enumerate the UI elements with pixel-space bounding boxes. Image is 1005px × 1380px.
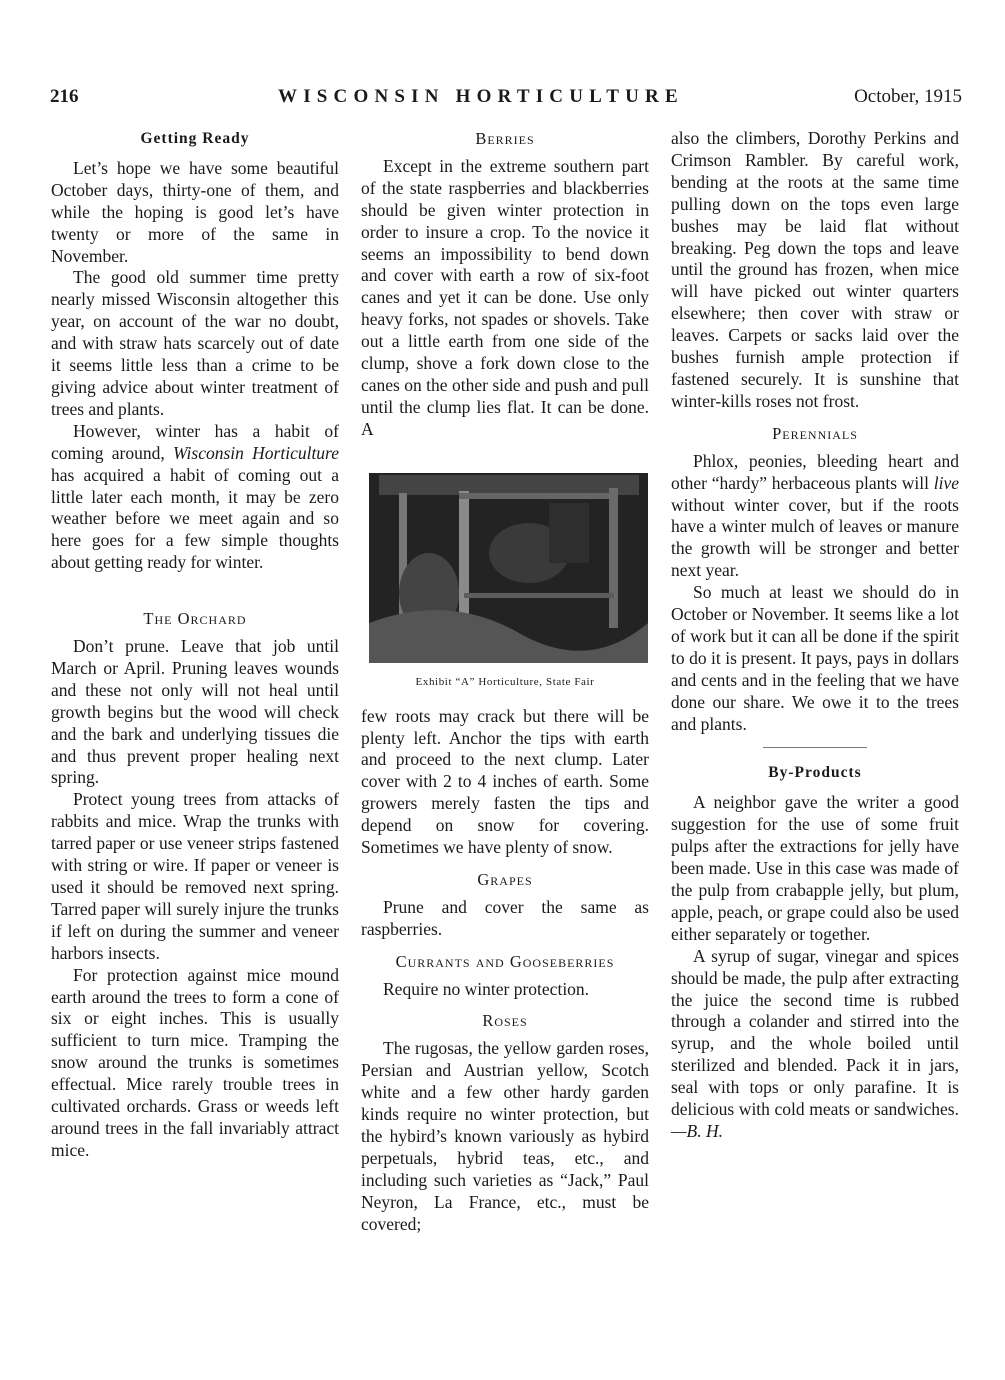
issue-date: October, 1915 <box>854 86 962 107</box>
author-signoff: —B. H. <box>671 1120 724 1141</box>
section-title-grapes: Grapes <box>477 869 533 889</box>
paragraph: A syrup of sugar, vinegar and spices should be made, the pulp after extracting the juice the second time is rubbed through a colander and stirred into the syrup, and the whole boiled until sterilized and blended. Pack it in jars, seal with tops or only parafine. It is delicious with cold meats or sandwiches.—B. H. <box>671 945 959 1141</box>
journal-name-italic: Wisconsin Horticulture <box>172 442 339 463</box>
section-title-perennials: Perennials <box>772 423 858 443</box>
page-header <box>50 86 962 116</box>
section-title-by-products: By-Products <box>768 764 862 782</box>
paragraph: few roots may crack but there will be plenty left. Anchor the tips with earth and proceed to the next clump. Later cover with 2 to 4 inches of earth. Some growers merely fasten the tips and depend on snow for covering. Sometimes we have plenty of snow. <box>361 705 649 858</box>
paragraph: also the climbers, Dorothy Perkins and Crimson Rambler. By careful work, bending at the roots at the same time pulling down on the tops even large bushes may be laid flat without breaking. Peg down the tops and leave until the ground has frozen, when mice will have picked out winter quarters elsewhere; then cover with straw or leaves. Carpets or sacks laid over the bushes furnish ample protection if fastened securely. It is sunshine that winter-kills roses not frost. <box>671 128 959 411</box>
section-title-currants: Currants and Gooseberries <box>395 951 615 971</box>
paragraph: Protect young trees from attacks of rabbits and mice. Wrap the trunks with tarred paper or use veneer strips fastened with string or wire. If paper or veneer is used it should be removed next spring. Tarred paper will surely injure the trunks if left on during the summer and veneer harbors insects. <box>51 789 339 963</box>
paragraph: However, winter has a habit of coming around, Wisconsin Horticulture has acquired a habit of coming out a little later each month, it may be zero weather before we meet again and so here goes for a few simple thoughts about getting ready for winter. <box>51 420 339 573</box>
section-divider <box>763 747 867 748</box>
paragraph: For protection against mice mound earth around the trees to form a cone of six or eight inches. This is usually sufficient to turn mice. Tramping the snow around the trunks is sometimes effectual. Mice rarely trouble trees in cultivated orchards. Grass or weeds left around trees in the fall invariably attract mice. <box>51 964 339 1160</box>
live-italic: live <box>933 472 959 493</box>
section-title-getting-ready: Getting Ready <box>140 130 250 147</box>
paragraph: Don’t prune. Leave that job until March or April. Pruning leaves wounds and these not only will not heal until growth begins but the wood will check and the bark and underlying tissues die and thus prevent proper healing next spring. <box>51 636 339 788</box>
exhibit-photo <box>369 473 648 663</box>
paragraph: Let’s hope we have some beautiful October days, thirty-one of them, and while the hoping is good let’s have twenty or more of the same in November. <box>51 157 339 266</box>
section-title-orchard: The Orchard <box>143 609 247 629</box>
paragraph: Prune and cover the same as raspberries. <box>361 896 649 939</box>
paragraph: So much at least we should do in October or November. It seems like a lot of work but it can all be done if the spirit to do it is present. It pays, pays in dollars and cents and in the feeling that we have done our share. We owe it to the trees and plants. <box>671 582 959 734</box>
paragraph: Phlox, peonies, bleeding heart and other “hardy” herbaceous plants will live without winter cover, but if the roots have a winter mulch of leaves or manure the growth will be stronger and better next year. <box>671 450 959 581</box>
paragraph: Except in the extreme southern part of the state raspberries and blackberries should be given winter protection in order to insure a crop. To the novice it seems an impossibility to bend down and cover with earth a row of six-foot canes and yet it can be done. Use only heavy forks, not spades or shovels. Take out a little earth from one side of the clump, shove a fork down close to the canes on the other side and push and pull until the clump lies flat. It can be done. A <box>361 155 649 439</box>
column-left <box>51 128 339 1162</box>
exhibit-photo-art <box>369 473 648 663</box>
paragraph: The rugosas, the yellow garden roses, Persian and Austrian yellow, Scotch white and a few other hardy garden kinds require no winter protection, but the hybird’s known variously as hybird perpetuals, hybrid teas, etc., and including such varieties as “Jack,” Paul Neyron, La France, etc., must be covered; <box>361 1038 649 1234</box>
paragraph: The good old summer time pretty nearly missed Wisconsin altogether this year, on account of the war no doubt, and with straw hats scarcely out of date it seems little less than a crime to be giving advice about winter treatment of trees and plants. <box>51 267 339 419</box>
column-middle <box>361 128 649 1236</box>
section-title-berries: Berries <box>475 129 535 148</box>
column-right <box>671 128 959 1143</box>
paragraph: A neighbor gave the writer a good suggestion for the use of some fruit pulps after the extractions for jelly have been made. Use in this case was made of the pulp from crabapple jelly, but plum, apple, peach, or grape could also be used either separately or together. <box>671 792 959 944</box>
section-title-roses: Roses <box>482 1011 528 1031</box>
figure-caption: Exhibit “A” Horticulture, State Fair <box>415 675 595 688</box>
paragraph: Require no winter protection. <box>383 978 590 999</box>
page-number: 216 <box>50 86 79 107</box>
journal-title: WISCONSIN HORTICULTURE <box>278 86 684 107</box>
